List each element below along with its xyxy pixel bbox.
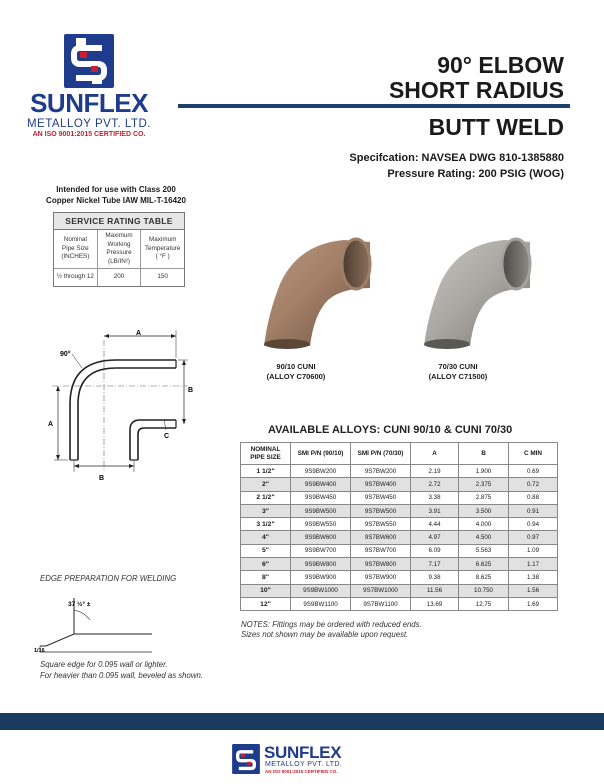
table-cell: 9S7BW500 <box>351 504 411 517</box>
service-table-row <box>54 268 184 286</box>
table-row <box>241 544 558 557</box>
table-cell: 4.44 <box>411 518 459 531</box>
header-text: Nominal <box>63 236 87 244</box>
table-row <box>241 465 558 478</box>
table-cell: 6.09 <box>411 544 459 557</box>
footer-brand-iso: AN ISO 9001:2015 CERTIFIED CO. <box>265 769 338 774</box>
table-row <box>241 504 558 517</box>
table-cell: 0.88 <box>509 491 558 504</box>
table-cell: 0.69 <box>509 465 558 478</box>
table-row <box>241 531 558 544</box>
col-c-min: C MIN <box>509 443 558 465</box>
drawing-label-b-bottom: B <box>99 475 105 482</box>
table-cell: 1.900 <box>459 465 509 478</box>
table-cell: 0.91 <box>509 504 558 517</box>
table-cell: 9S7BW600 <box>351 531 411 544</box>
table-cell: 3.91 <box>411 504 459 517</box>
intended-line-1: Intended for use with Class 200 <box>56 185 176 194</box>
service-header-size <box>54 230 98 268</box>
table-cell: 9S9BW1100 <box>291 597 351 610</box>
table-cell: 9S7BW1100 <box>351 597 411 610</box>
table-cell: 9S9BW400 <box>291 478 351 491</box>
table-cell: 7.17 <box>411 558 459 571</box>
header-text: (INCHES) <box>61 253 90 261</box>
table-cell: 9S9BW800 <box>291 558 351 571</box>
table-cell: 11.56 <box>411 584 459 597</box>
service-size-value: ½ through 12 <box>54 269 98 286</box>
table-cell: 1.56 <box>509 584 558 597</box>
table-cell: 2" <box>241 478 291 491</box>
table-cell: 0.94 <box>509 518 558 531</box>
table-row <box>241 558 558 571</box>
table-cell: 8.625 <box>459 571 509 584</box>
title-line-3: BUTT WELD <box>428 114 564 140</box>
service-header-temperature <box>141 230 184 268</box>
table-cell: 12" <box>241 597 291 610</box>
specification-text: Specifcation: NAVSEA DWG 810-1385880 <box>349 152 564 164</box>
table-cell: 9S9BW1000 <box>291 584 351 597</box>
elbow-photo-90-10 <box>258 234 378 350</box>
footer-logo <box>232 744 372 774</box>
edge-angle-label: 37 ½° ± <box>68 601 91 608</box>
caption-line: 90/10 CUNI <box>276 362 316 371</box>
service-temperature-value: 150 <box>157 273 168 281</box>
table-cell: 9S9BW500 <box>291 504 351 517</box>
col-pn-90-10: SMI P/N (90/10) <box>291 443 351 465</box>
table-row <box>241 518 558 531</box>
table-cell: 2.72 <box>411 478 459 491</box>
table-cell: 9S9BW200 <box>291 465 351 478</box>
sunflex-logo-icon <box>232 744 260 774</box>
service-table-title: SERVICE RATING TABLE <box>54 213 184 230</box>
table-row <box>241 597 558 610</box>
edge-prep-notes <box>40 660 203 681</box>
table-cell: 0.97 <box>509 531 558 544</box>
table-cell: 4" <box>241 531 291 544</box>
footer-brand-name: SUNFLEX <box>264 743 342 762</box>
table-cell: 3 1/2" <box>241 518 291 531</box>
company-logo <box>14 22 164 142</box>
table-cell: 10.750 <box>459 584 509 597</box>
table-row <box>241 571 558 584</box>
table-cell: 2.875 <box>459 491 509 504</box>
table-cell: 9S9BW550 <box>291 518 351 531</box>
header-text: Maximum <box>105 232 133 239</box>
service-rating-table <box>53 212 185 287</box>
table-cell: 10" <box>241 584 291 597</box>
title-line-1: 90° ELBOW <box>437 52 564 78</box>
table-row <box>241 584 558 597</box>
intended-line-2: Copper Nickel Tube IAW MIL-T-16420 <box>46 196 186 205</box>
table-cell: 3" <box>241 504 291 517</box>
table-cell: 8" <box>241 571 291 584</box>
col-pn-70-30: SMI P/N (70/30) <box>351 443 411 465</box>
alloys-title: AVAILABLE ALLOYS: CUNI 90/10 & CUNI 70/30 <box>268 424 513 436</box>
edge-prep-title: EDGE PREPARATION FOR WELDING <box>40 574 177 583</box>
title-line-2: SHORT RADIUS <box>388 77 564 103</box>
table-cell: 9S9BW450 <box>291 491 351 504</box>
brand-iso: AN ISO 9001:2015 CERTIFIED CO. <box>32 131 146 138</box>
table-cell: 3.38 <box>411 491 459 504</box>
note-line-1: NOTES: Fittings may be ordered with reduced ends. <box>241 620 422 629</box>
table-cell: 9S9BW600 <box>291 531 351 544</box>
sunflex-logo-icon <box>64 34 114 88</box>
table-cell: 5" <box>241 544 291 557</box>
title-divider <box>178 104 570 108</box>
caption-line: (ALLOY C70600) <box>266 372 326 381</box>
elbow-photo-70-30 <box>418 234 538 350</box>
table-cell: 12.75 <box>459 597 509 610</box>
footer-band <box>0 713 604 730</box>
drawing-label-c: C <box>164 433 170 440</box>
table-cell: 1.17 <box>509 558 558 571</box>
table-cell: 9S7BW550 <box>351 518 411 531</box>
table-cell: 1 1/2" <box>241 465 291 478</box>
brand-name: SUNFLEX <box>30 88 148 118</box>
table-cell: 2.19 <box>411 465 459 478</box>
header-text: Temperature <box>145 244 181 252</box>
table-cell: 3.500 <box>459 504 509 517</box>
table-cell: 2 1/2" <box>241 491 291 504</box>
table-cell: 0.72 <box>509 478 558 491</box>
footer-brand-subtitle: METALLOY PVT. LTD. <box>265 761 343 768</box>
table-cell: 1.38 <box>509 571 558 584</box>
col-a: A <box>411 443 459 465</box>
table-cell: 9S7BW800 <box>351 558 411 571</box>
table-cell: 4.500 <box>459 531 509 544</box>
edge-land-label: 1/16 <box>34 648 45 654</box>
table-cell: 9S7BW900 <box>351 571 411 584</box>
caption-line: (ALLOY C71500) <box>428 372 488 381</box>
photo-caption-70-30 <box>412 362 504 382</box>
header-text: Working <box>107 240 131 248</box>
table-cell: 9S7BW700 <box>351 544 411 557</box>
service-table-header <box>54 230 184 268</box>
header-text: ( °F ) <box>155 253 170 261</box>
header-text: (LB/IN²) <box>107 257 131 265</box>
header-text: Pressure <box>106 249 132 256</box>
edge-prep-drawing <box>34 590 154 654</box>
table-cell: 6" <box>241 558 291 571</box>
table-cell: 1.69 <box>509 597 558 610</box>
col-nominal-size: NOMINAL PIPE SIZE <box>241 443 291 465</box>
alloys-table <box>240 442 558 611</box>
drawing-angle-label: 90° <box>60 351 71 358</box>
caption-line: 70/30 CUNI <box>438 362 478 371</box>
pressure-rating-text: Pressure Rating: 200 PSIG (WOG) <box>387 168 564 180</box>
table-cell: 9S7BW400 <box>351 478 411 491</box>
col-b: B <box>459 443 509 465</box>
drawing-label-a-top: A <box>136 330 142 337</box>
table-cell: 9S7BW200 <box>351 465 411 478</box>
table-cell: 9S9BW900 <box>291 571 351 584</box>
table-cell: 2.375 <box>459 478 509 491</box>
table-cell: 9S7BW1000 <box>351 584 411 597</box>
alloys-notes <box>241 620 422 640</box>
table-cell: 5.563 <box>459 544 509 557</box>
service-header-pressure <box>98 230 142 268</box>
alloys-header-row <box>241 443 558 465</box>
elbow-dimension-drawing <box>38 326 218 486</box>
table-cell: 1.09 <box>509 544 558 557</box>
table-cell: 9S9BW700 <box>291 544 351 557</box>
table-cell: 4.000 <box>459 518 509 531</box>
table-cell: 9.38 <box>411 571 459 584</box>
note-line-2: Sizes not shown may be available upon request. <box>241 630 409 639</box>
brand-subtitle: METALLOY PVT. LTD. <box>26 118 152 130</box>
table-cell: 13.69 <box>411 597 459 610</box>
intended-use <box>40 184 192 206</box>
table-row <box>241 478 558 491</box>
photo-caption-90-10 <box>250 362 342 382</box>
table-cell: 6.625 <box>459 558 509 571</box>
edge-note-line-2: For heavier than 0.095 wall, beveled as shown. <box>40 670 203 680</box>
drawing-label-a-left: A <box>48 421 54 428</box>
table-cell: 4.97 <box>411 531 459 544</box>
table-cell: 9S7BW450 <box>351 491 411 504</box>
edge-note-line-1: Square edge for 0.095 wall or lighter. <box>40 660 168 669</box>
table-row <box>241 491 558 504</box>
drawing-label-b-right: B <box>188 387 194 394</box>
header-text: Maximum <box>149 236 177 244</box>
header-text: Pipe Size <box>62 244 89 252</box>
service-pressure-value: 200 <box>98 269 142 286</box>
